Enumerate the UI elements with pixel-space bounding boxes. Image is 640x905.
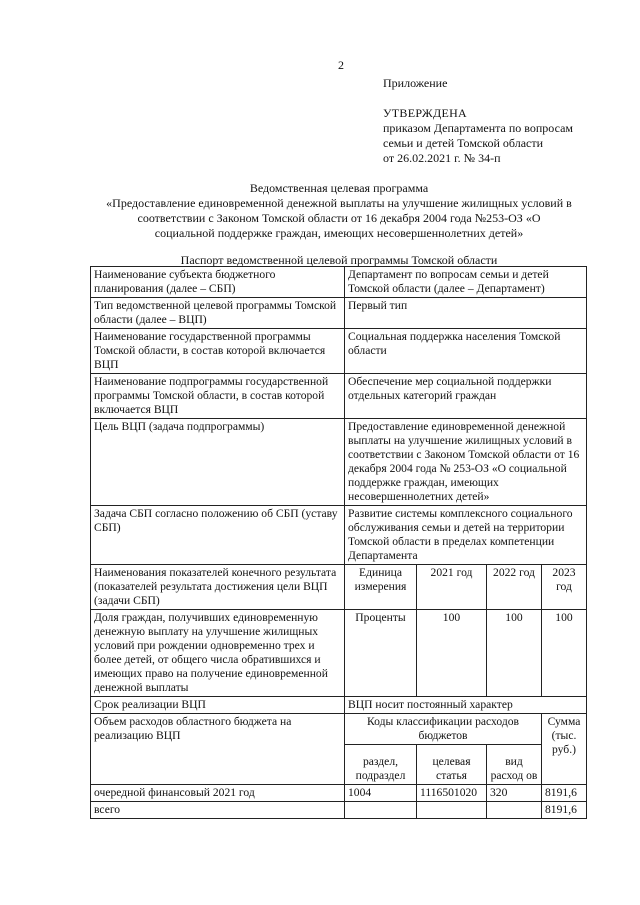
program-title-line: соответствии с Законом Томской области от 16 декабря 2004 года №253-ОЗ «О <box>137 211 541 225</box>
row-label: Задача СБП согласно положению об СБП (уставу СБП) <box>91 506 345 565</box>
passport-table <box>90 266 587 819</box>
unit-header: Единица измерения <box>345 565 417 610</box>
row-value: Обеспечение мер социальной поддержки отдельных категорий граждан <box>345 374 587 419</box>
section-header: раздел, подраздел <box>345 745 417 785</box>
table-row <box>91 506 587 565</box>
indicator-unit: Проценты <box>345 610 417 697</box>
row-label: Цель ВЦП (задача подпрограммы) <box>91 419 345 506</box>
expenses-section <box>345 802 417 819</box>
row-value: Первый тип <box>345 298 587 329</box>
expenses-target: 1116501020 <box>417 785 487 802</box>
expenses-row <box>91 785 587 802</box>
row-value: Предоставление единовременной денежной выплаты на улучшение жилищных условий в соответствии с Законом Томской области от 16 декабря 2004 года № 253-ОЗ «О социальной поддержке граждан, имеющих несовершеннолетних детей» <box>345 419 587 506</box>
page-number: 2 <box>338 58 344 72</box>
sum-header: Сумма (тыс. руб.) <box>542 714 587 785</box>
expenses-target <box>417 802 487 819</box>
row-value: Департамент по вопросам семьи и детей Томской области (далее – Департамент) <box>345 267 587 298</box>
expenses-row-label: очередной финансовый 2021 год <box>91 785 345 802</box>
indicators-header-row <box>91 565 587 610</box>
expenses-row-label: всего <box>91 802 345 819</box>
indicator-value: 100 <box>487 610 542 697</box>
indicator-value: 100 <box>542 610 587 697</box>
expenses-header-row <box>91 714 587 745</box>
table-row <box>91 419 587 506</box>
program-title <box>80 181 598 241</box>
approved-line: приказом Департамента по вопросам <box>383 121 573 135</box>
approved-line: от 26.02.2021 г. № 34-п <box>383 151 501 165</box>
year-header: 2023 год <box>542 565 587 610</box>
expenses-section: 1004 <box>345 785 417 802</box>
approved-title: УТВЕРЖДЕНА <box>383 106 468 120</box>
expenses-kind <box>487 802 542 819</box>
indicator-value: 100 <box>417 610 487 697</box>
table-row <box>91 329 587 374</box>
row-value: Развитие системы комплексного социального обслуживания семьи и детей на территории Томской области в пределах компетенции Департамента <box>345 506 587 565</box>
row-label: Наименование государственной программы Томской области, в состав которой включается ВЦП <box>91 329 345 374</box>
program-title-line: Ведомственная целевая программа <box>249 181 429 195</box>
indicators-value-row <box>91 610 587 697</box>
codes-header: Коды классификации расходов бюджетов <box>345 714 542 745</box>
expenses-sum: 8191,6 <box>542 785 587 802</box>
row-value: Социальная поддержка населения Томской области <box>345 329 587 374</box>
year-header: 2022 год <box>487 565 542 610</box>
expenses-total-row <box>91 802 587 819</box>
expenses-kind: 320 <box>487 785 542 802</box>
year-header: 2021 год <box>417 565 487 610</box>
program-title-line: «Предоставление единовременной денежной выплаты на улучшение жилищных условий в <box>106 196 572 210</box>
kind-header: вид расход ов <box>487 745 542 785</box>
table-row <box>91 267 587 298</box>
table-row <box>91 298 587 329</box>
expenses-sum: 8191,6 <box>542 802 587 819</box>
row-label: Наименование субъекта бюджетного планирования (далее – СБП) <box>91 267 345 298</box>
target-header: целевая статья <box>417 745 487 785</box>
approved-line: семьи и детей Томской области <box>383 136 544 150</box>
row-label: Наименование подпрограммы государственной программы Томской области, в состав которой включается ВЦП <box>91 374 345 419</box>
appendix-label: Приложение <box>383 76 448 90</box>
term-value: ВЦП носит постоянный характер <box>345 697 587 714</box>
program-title-line: социальной поддержке граждан, имеющих несовершеннолетних детей» <box>154 226 524 240</box>
expenses-label: Объем расходов областного бюджета на реализацию ВЦП <box>91 714 345 785</box>
row-label: Тип ведомственной целевой программы Томской области (далее – ВЦП) <box>91 298 345 329</box>
passport-title: Паспорт ведомственной целевой программы Томской области <box>180 253 498 267</box>
table-row <box>91 374 587 419</box>
term-row <box>91 697 587 714</box>
indicator-name: Доля граждан, получивших единовременную денежную выплату на улучшение жилищных условий при рождении одновременно трех и более детей, от общего числа обратившихся и имеющих право на получение единовременной денежной выплаты <box>91 610 345 697</box>
term-label: Срок реализации ВЦП <box>91 697 345 714</box>
approval-block <box>383 106 613 166</box>
indicators-label: Наименования показателей конечного результата (показателей результата достижения цели ВЦП (задачи СБП) <box>91 565 345 610</box>
